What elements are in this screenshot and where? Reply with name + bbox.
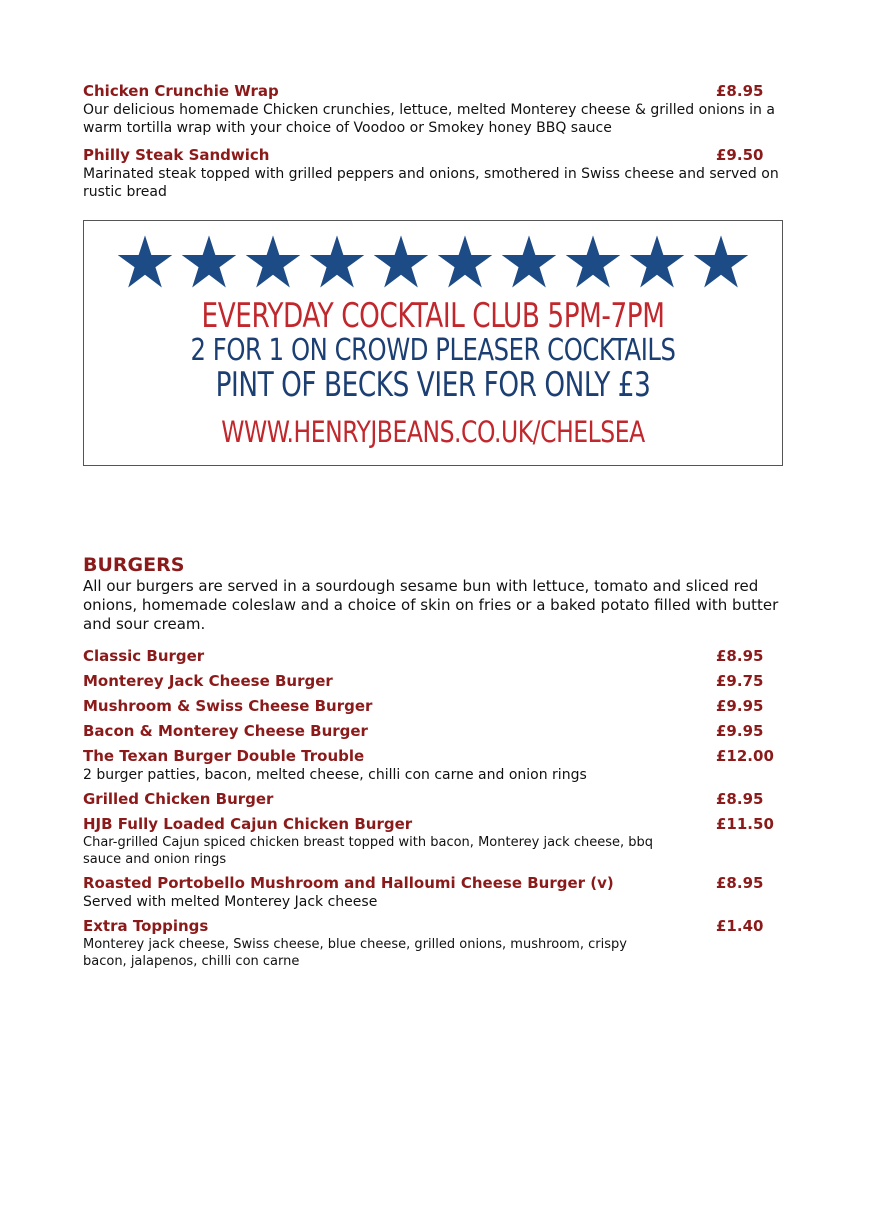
star-icon: [628, 233, 686, 291]
menu-item: [83, 146, 787, 201]
star-icon: [308, 233, 366, 291]
item-price: £9.95: [716, 697, 764, 715]
item-description: Served with melted Monterey Jack cheese: [83, 894, 378, 910]
item-price: £8.95: [716, 790, 764, 808]
item-name: Grilled Chicken Burger: [83, 790, 274, 808]
item-price: £8.95: [716, 874, 764, 892]
menu-item: [83, 672, 787, 691]
star-icon: [692, 233, 750, 291]
menu-item: [83, 647, 787, 666]
item-description: 2 burger patties, bacon, melted cheese, chilli con carne and onion rings: [83, 767, 587, 783]
top-menu-items: [83, 82, 787, 210]
menu-item: [83, 790, 787, 809]
item-name: Classic Burger: [83, 647, 205, 665]
item-price: £9.75: [716, 672, 764, 690]
item-price: £8.95: [716, 647, 764, 665]
star-icon: [244, 233, 302, 291]
star-icon: [116, 233, 174, 291]
item-name: Extra Toppings: [83, 917, 209, 935]
stars-row: [84, 233, 782, 291]
banner-cocktail-club: EVERYDAY COCKTAIL CLUB 5PM-7PM: [201, 296, 665, 336]
star-icon: [500, 233, 558, 291]
item-description: Our delicious homemade Chicken crunchies, lettuce, melted Monterey cheese & grilled onions in a warm tortilla wrap with your choice of Voodoo or Smokey honey BBQ sauce: [83, 102, 775, 136]
banner-cocktail-offer: 2 FOR 1 ON CROWD PLEASER COCKTAILS: [190, 333, 676, 368]
banner-beer-offer: PINT OF BECKS VIER FOR ONLY £3: [215, 365, 651, 405]
menu-item: [83, 874, 787, 911]
item-name: Mushroom & Swiss Cheese Burger: [83, 697, 373, 715]
banner-website: WWW.HENRYJBEANS.CO.UK/CHELSEA: [221, 415, 645, 449]
star-icon: [436, 233, 494, 291]
item-name: Chicken Crunchie Wrap: [83, 82, 279, 100]
item-description: Char-grilled Cajun spiced chicken breast topped with bacon, Monterey jack cheese, bbq sauce and onion rings: [83, 835, 654, 867]
item-name: The Texan Burger Double Trouble: [83, 747, 365, 765]
item-description: Marinated steak topped with grilled peppers and onions, smothered in Swiss cheese and served on rustic bread: [83, 166, 779, 200]
item-price: £1.40: [716, 917, 764, 935]
item-name: Monterey Jack Cheese Burger: [83, 672, 333, 690]
star-icon: [372, 233, 430, 291]
menu-item: [83, 747, 787, 784]
menu-item: [83, 722, 787, 741]
item-name: HJB Fully Loaded Cajun Chicken Burger: [83, 815, 413, 833]
star-icon: [564, 233, 622, 291]
item-name: Bacon & Monterey Cheese Burger: [83, 722, 368, 740]
promo-banner: [83, 220, 783, 466]
burgers-section: [83, 553, 787, 976]
section-title: BURGERS: [83, 554, 185, 576]
menu-item: [83, 82, 787, 137]
section-intro: All our burgers are served in a sourdough sesame bun with lettuce, tomato and sliced red onions, homemade coleslaw and a choice of skin on fries or a baked potato filled with butter and sour cream.: [83, 577, 779, 633]
item-price: £11.50: [716, 815, 774, 833]
item-name: Philly Steak Sandwich: [83, 146, 270, 164]
item-price: £12.00: [716, 747, 774, 765]
item-name: Roasted Portobello Mushroom and Halloumi Cheese Burger (v): [83, 874, 614, 892]
item-price: £9.95: [716, 722, 764, 740]
item-description: Monterey jack cheese, Swiss cheese, blue cheese, grilled onions, mushroom, crispy bacon, jalapenos, chilli con carne: [83, 937, 627, 969]
menu-item: [83, 815, 787, 868]
menu-item: [83, 697, 787, 716]
item-price: £9.50: [716, 146, 764, 164]
item-price: £8.95: [716, 82, 764, 100]
star-icon: [180, 233, 238, 291]
menu-item: [83, 917, 787, 970]
